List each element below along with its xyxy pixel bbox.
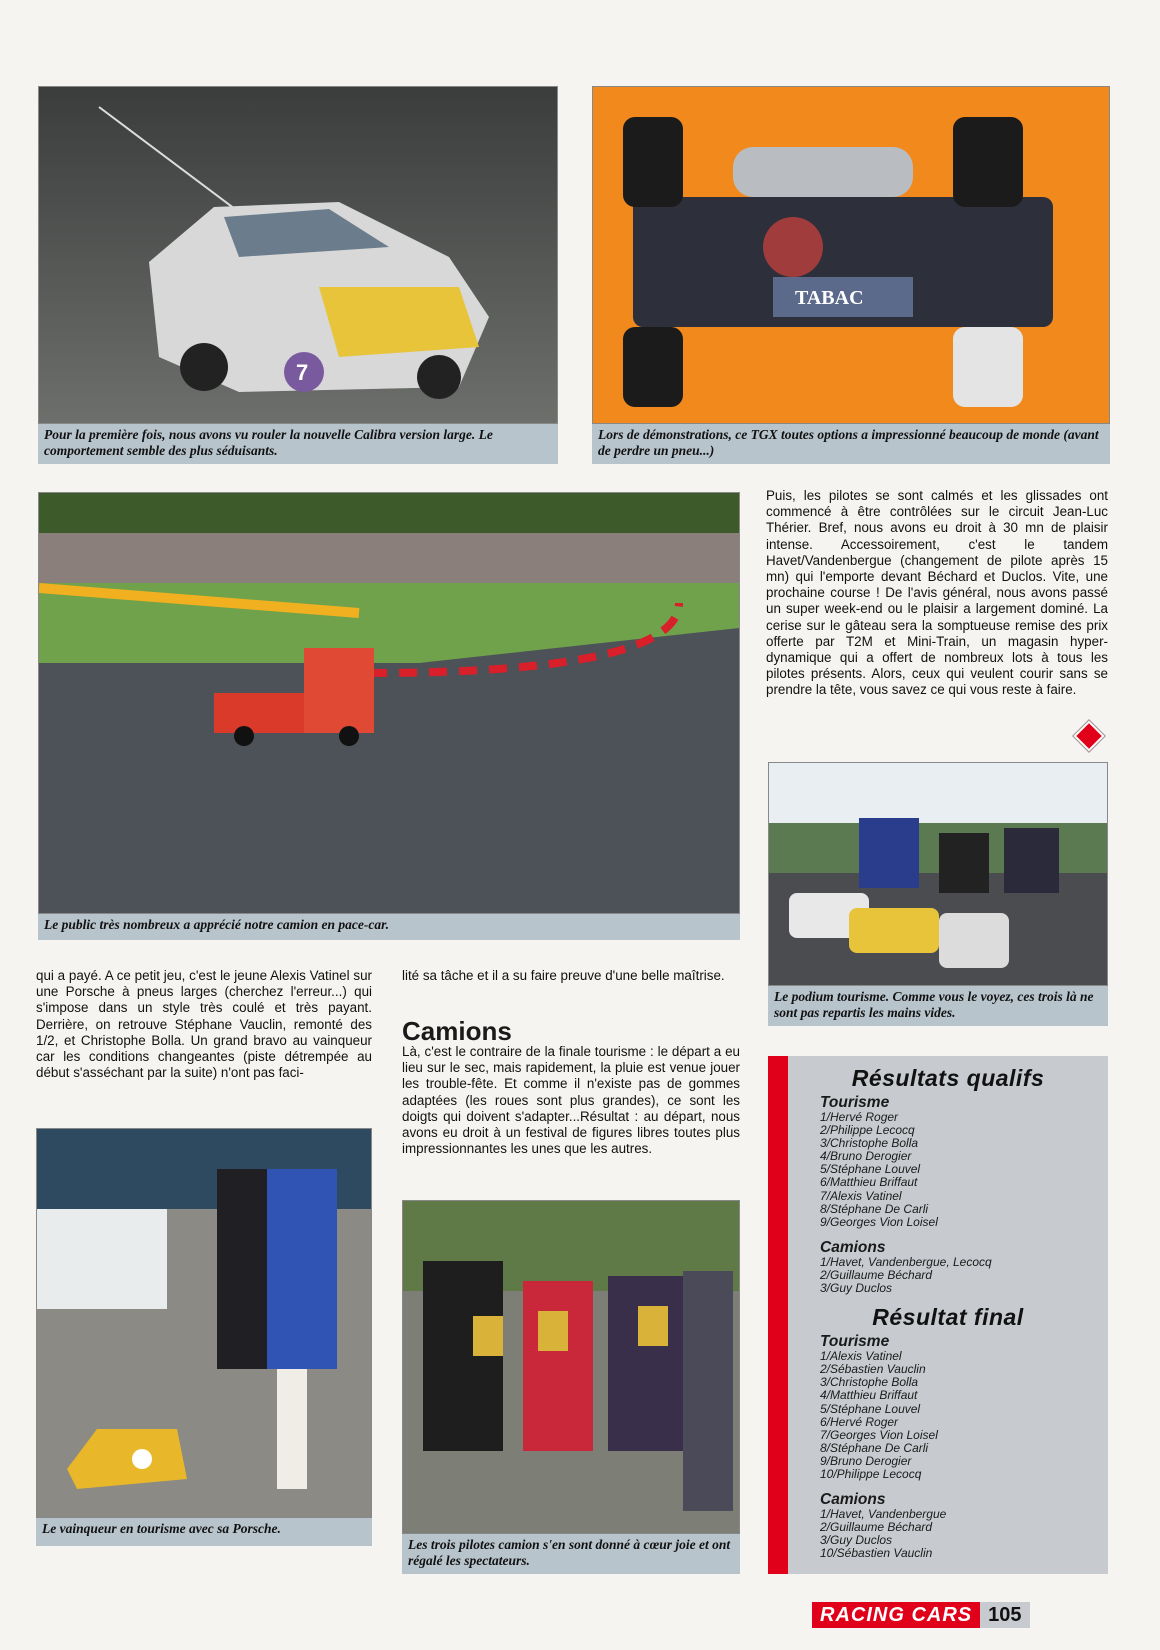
list-item: 4/Matthieu Briffaut [820,1388,918,1403]
svg-text:7: 7 [296,360,309,385]
list-item: 3/Guy Duclos [820,1281,893,1296]
qualifs-camions-label: Camions [820,1238,886,1256]
camion-pilots-illustration [403,1201,739,1533]
caption-podium: Le podium tourisme. Comme vous le voyez, ces trois là ne sont pas repartis les mains vides. [768,986,1108,1026]
photo-winner-porsche [36,1128,372,1518]
winner-illustration [37,1129,371,1517]
list-item: 3/Guy Duclos [820,1533,893,1548]
list-item: 1/Havet, Vandenbergue, Lecocq [820,1254,992,1269]
list-item: 8/Stéphane De Carli [820,1201,929,1216]
photo-podium-tourisme [768,762,1108,986]
list-item: 5/Stéphane Louvel [820,1162,921,1177]
list-item: 2/Sébastien Vauclin [820,1362,926,1377]
page-footer [812,1602,1030,1628]
list-item: 2/Guillaume Béchard [820,1520,933,1535]
magazine-brand: RACING CARS [812,1602,980,1628]
caption-winner: Le vainqueur en tourisme avec sa Porsche. [36,1518,372,1546]
list-item: 1/Hervé Roger [820,1110,899,1124]
caption-camion-pilots: Les trois pilotes camion s'en sont donné à cœur joie et ont régalé les spectateurs. [402,1534,740,1574]
section-heading-camions: Camions [402,1016,512,1046]
list-item: 6/Matthieu Briffaut [820,1175,918,1190]
list-item: 1/Havet, Vandenbergue [820,1507,947,1522]
list-item: 3/Christophe Bolla [820,1136,919,1151]
results-qualifs-title: Résultats qualifs [851,1065,1045,1091]
list-item: 9/Georges Vion Loisel [820,1214,938,1229]
photo-public-pace-car [38,492,740,914]
list-item: 4/Bruno Derogier [820,1149,912,1164]
list-item: 2/Guillaume Béchard [820,1267,933,1282]
photo-camion-pilots [402,1200,740,1534]
qualifs-tourisme-label: Tourisme [820,1094,890,1111]
photo-calibra [38,86,558,424]
article-paragraph-camions: Là, c'est le contraire de la finale tourisme : le départ a eu lieu sur le sec, mais rapidement, la pluie est venue jouer les trouble-fête. Et comme il n'existe pas de gommes adaptées (les roues sont plus grandes), ce sont les doigts qui doivent s'adapter...Résultat : au départ, nous avons eu droit à un festival de figures libres toutes plus impressionnantes les unes que les autres. [402,1044,740,1157]
list-item: 10/Sébastien Vauclin [820,1546,933,1561]
article-paragraph-conclusion: Puis, les pilotes se sont calmés et les glissades ont commencé à être contrôlées sur le circuit Jean-Luc Thérier. Bref, nous avons eu droit à 30 mn de plaisir intense. Accessoirement, c'est le tandem Havet/Vandenbergue (changement de pilote après 15 mn) qui l'emporte devant Béchard et Duclos. Vite, une prochaine course ! De l'avis général, nous avons passé un super week-end ou le plaisir a largement dominé. La cerise sur le gâteau sera la somptueuse remise des prix offerte par T2M et Mini-Train, un magasin hyper-dynamique qui a offert de nombreux lots à tous les pilotes présents. Alors, ceux qui veulent courir sans se prendre la tête, vous savez ce qui vous reste à faire. [766,488,1108,698]
list-item: 3/Christophe Bolla [820,1375,919,1390]
list-item: 1/Alexis Vatinel [820,1349,902,1364]
svg-text:TABAC: TABAC [795,287,864,309]
final-camions-label: Camions [820,1491,886,1509]
caption-calibra: Pour la première fois, nous avons vu rouler la nouvelle Calibra version large. Le comportement semble des plus séduisants. [38,424,558,464]
track-illustration [39,493,739,913]
list-item: 7/Alexis Vatinel [820,1188,902,1203]
final-tourisme-list [788,1350,1108,1481]
podium-illustration [769,763,1107,985]
final-tourisme-label: Tourisme [820,1333,890,1351]
list-item: 8/Stéphane De Carli [820,1440,929,1455]
page-number: 105 [980,1602,1029,1628]
article-paragraph-continuation: lité sa tâche et il a su faire preuve d'une belle maîtrise. [402,968,725,983]
final-camions-list [788,1508,1108,1560]
list-item: 2/Philippe Lecocq [820,1123,915,1138]
list-item: 10/Philippe Lecocq [820,1466,922,1481]
caption-tgx: Lors de démonstrations, ce TGX toutes options a impressionné beaucoup de monde (avant de perdre un pneu...) [592,424,1110,464]
tgx-chassis-illustration [593,87,1109,423]
results-box [768,1056,1108,1574]
list-item: 9/Bruno Derogier [820,1453,912,1468]
list-item: 5/Stéphane Louvel [820,1401,921,1416]
qualifs-camions-list [788,1256,1108,1295]
calibra-illustration [39,87,557,423]
list-item: 6/Hervé Roger [820,1414,899,1429]
results-final-title: Résultat final [872,1304,1024,1331]
list-item: 7/Georges Vion Loisel [820,1427,938,1442]
qualifs-tourisme-list [788,1111,1108,1229]
caption-public: Le public très nombreux a apprécié notre camion en pace-car. [38,914,740,940]
article-paragraph-tourisme: qui a payé. A ce petit jeu, c'est le jeune Alexis Vatinel sur une Porsche à pneus larges (cherchez l'erreur...) qui s'impose dans un style très coulé et très payant. Derrière, on retrouve Stéphane Vauclin, remonté des 1/2, et Christophe Bolla. Un grand bravo au vainqueur car les conditions changeantes (piste détrempée au début s'asséchant par la suite) n'ont pas faci- [36,968,372,1081]
photo-tgx [592,86,1110,424]
